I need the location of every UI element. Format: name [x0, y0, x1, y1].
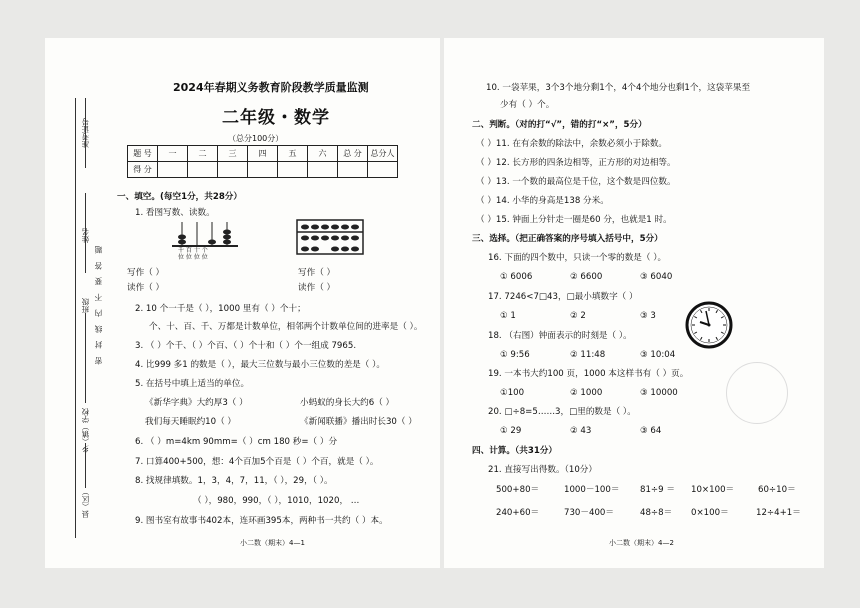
score-table-header: 四: [248, 146, 278, 162]
choice-17-option: ③ 3: [640, 311, 656, 321]
calc-item: 730－400＝: [564, 508, 614, 518]
choice-19-option: ①100: [500, 388, 525, 398]
left-page: [45, 38, 440, 568]
school-blank: [85, 443, 86, 488]
question-7: 7. 口算400+500，想：4个百加5个百是（ ）个百，就是（ ）。: [135, 457, 379, 467]
choice-20: 20. □÷8=5……3，□里的数是（ ）。: [488, 407, 636, 417]
score-cell[interactable]: [368, 162, 398, 178]
exam-subject: 二年级・数学: [222, 108, 330, 128]
question-1: 1. 看图写数、读数。: [135, 208, 215, 218]
choice-17: 17. 7246<7□43，□最小填数字（ ）: [488, 292, 638, 302]
choice-18-option: ③ 10:04: [640, 350, 676, 360]
score-cell[interactable]: [338, 162, 368, 178]
judge-12: （ ）12. 长方形的四条边相等，正方形的对边相等。: [476, 158, 676, 168]
clock-face-icon: [684, 300, 734, 350]
score-table-header: 二: [188, 146, 218, 162]
choice-16-option: ③ 6040: [640, 272, 673, 282]
county-label: 县（区）: [81, 488, 90, 518]
judge-15: （ ）15. 钟面上分针走一圈是60 分，也就是1 时。: [476, 215, 672, 225]
score-cell[interactable]: [218, 162, 248, 178]
school-label: 乡（镇）学校: [81, 408, 90, 453]
read-as-1: 读作（ ）: [127, 283, 165, 293]
judge-11: （ ）11. 在有余数的除法中，余数必须小于除数。: [476, 139, 668, 149]
calc-item: 60÷10＝: [758, 485, 796, 495]
binding-strip: [45, 38, 105, 568]
question-10a: 10. 一袋苹果，3个3个地分剩1个，4个4个地分也剩1个，这袋苹果至: [486, 83, 751, 93]
score-row-label: 得 分: [128, 162, 158, 178]
question-3: 3. （ ）个千、（ ）个百、（ ）个十和（ ）个一组成 7965.: [135, 341, 357, 351]
choice-16-option: ① 6006: [500, 272, 533, 282]
write-as-1: 写作（ ）: [127, 268, 165, 278]
section-3-heading: 三、选择。（把正确答案的序号填入括号中，5分）: [472, 234, 663, 244]
calc-item: 10×100＝: [691, 485, 735, 495]
question-10b: 少有（ ）个。: [500, 100, 555, 110]
judge-13: （ ）13. 一个数的最高位是千位，这个数是四位数。: [476, 177, 676, 187]
score-cell[interactable]: [278, 162, 308, 178]
class-blank: [85, 313, 86, 403]
write-as-2: 写作（ ）: [298, 268, 336, 278]
right-page: [444, 38, 824, 568]
question-5c: 我们每天睡眠约10（ ）: [145, 417, 237, 427]
calc-item: 12÷4+1＝: [756, 508, 801, 518]
question-5b: 小蚂蚁的身长大约6（ ）: [300, 398, 395, 408]
choice-16-option: ② 6600: [570, 272, 603, 282]
score-table: [127, 145, 398, 178]
calc-item: 48÷8＝: [640, 508, 673, 518]
name-blank: [85, 193, 86, 273]
choice-19: 19. 一本书大约100 页，1000 本这样书有（ ）页。: [488, 369, 689, 379]
choice-16: 16. 下面的四个数中，只读一个零的数是（ ）。: [488, 253, 667, 263]
exam-header: 2024年春期义务教育阶段教学质量监测: [173, 81, 369, 94]
score-table-header: 三: [218, 146, 248, 162]
calc-item: 1000－100＝: [564, 485, 620, 495]
abacus-2-icon: [295, 218, 365, 258]
score-table-header: 总 分: [338, 146, 368, 162]
score-table-header: 一: [158, 146, 188, 162]
calc-item: 240+60＝: [496, 508, 540, 518]
choice-20-option: ③ 64: [640, 426, 662, 436]
seal-warning: 密 封 线 内 不 要 答 题: [94, 243, 103, 365]
name-label: 姓名: [81, 228, 90, 243]
question-5a: 《新华字典》大约厚3（ ）: [145, 398, 248, 408]
question-8a: 8. 找规律填数。1，3，4，7，11，（ ），29，（ ）。: [135, 476, 333, 486]
abacus-labels: 千 百 十 个: [178, 247, 208, 254]
question-21: 21. 直接写出得数。（10分）: [488, 465, 597, 475]
question-9: 9. 图书室有故事书402本，连环画395本，两种书一共约（ ）本。: [135, 516, 388, 526]
question-5d: 《新闻联播》播出时长30（ ）: [300, 417, 417, 427]
choice-18-option: ② 11:48: [570, 350, 606, 360]
left-page-footer: 小二数（期末）4—1: [240, 539, 305, 547]
read-as-2: 读作（ ）: [298, 283, 336, 293]
choice-17-option: ① 1: [500, 311, 516, 321]
exam-no-blank: [85, 98, 86, 168]
score-cell[interactable]: [308, 162, 338, 178]
question-8b: （ ），980，990，（ ），1010，1020， …: [193, 496, 360, 506]
score-cell[interactable]: [248, 162, 278, 178]
score-table-header: 五: [278, 146, 308, 162]
class-label: 班级: [81, 298, 90, 313]
section-4-heading: 四、计算。（共31分）: [472, 446, 558, 456]
section-2-heading: 二、判断。（对的打“√”，错的打“×”，5分）: [472, 120, 647, 130]
calc-item: 500+80＝: [496, 485, 540, 495]
exam-no-label: 准考证号: [81, 118, 90, 148]
score-cell[interactable]: [158, 162, 188, 178]
choice-19-option: ② 1000: [570, 388, 603, 398]
question-5: 5. 在括号中填上适当的单位。: [135, 379, 250, 389]
judge-14: （ ）14. 小华的身高是138 分米。: [476, 196, 609, 206]
score-table-header: 题 号: [128, 146, 158, 162]
binding-line: [75, 98, 76, 538]
score-cell[interactable]: [188, 162, 218, 178]
score-table-header: 总分人: [368, 146, 398, 162]
choice-19-option: ③ 10000: [640, 388, 678, 398]
choice-18: 18. （右图）钟面表示的时刻是（ ）。: [488, 331, 632, 341]
question-6: 6. （ ）m=4km 90mm=（ ）cm 180 秒=（ ）分: [135, 437, 338, 447]
score-table-header: 六: [308, 146, 338, 162]
question-2a: 2. 10 个一千是（ ），1000 里有（ ）个十；: [135, 304, 306, 314]
faint-circle: [726, 362, 788, 424]
right-page-footer: 小二数（期末）4—2: [609, 539, 674, 547]
choice-17-option: ② 2: [570, 311, 586, 321]
calc-item: 0×100＝: [691, 508, 729, 518]
choice-18-option: ① 9:56: [500, 350, 530, 360]
abacus-labels-2: 位 位 位 位: [178, 254, 208, 261]
choice-20-option: ① 29: [500, 426, 522, 436]
exam-total: （总分100分）: [228, 134, 284, 143]
choice-20-option: ② 43: [570, 426, 592, 436]
question-4: 4. 比999 多1 的数是（ ），最大三位数与最小三位数的差是（ ）。: [135, 360, 385, 370]
section-1-heading: 一、填空。(每空1分，共28分）: [117, 192, 242, 202]
question-2b: 个、十、百、千、万都是计数单位，相邻两个计数单位间的进率是（ ）。: [149, 322, 423, 332]
calc-item: 81÷9 ＝: [640, 485, 675, 495]
